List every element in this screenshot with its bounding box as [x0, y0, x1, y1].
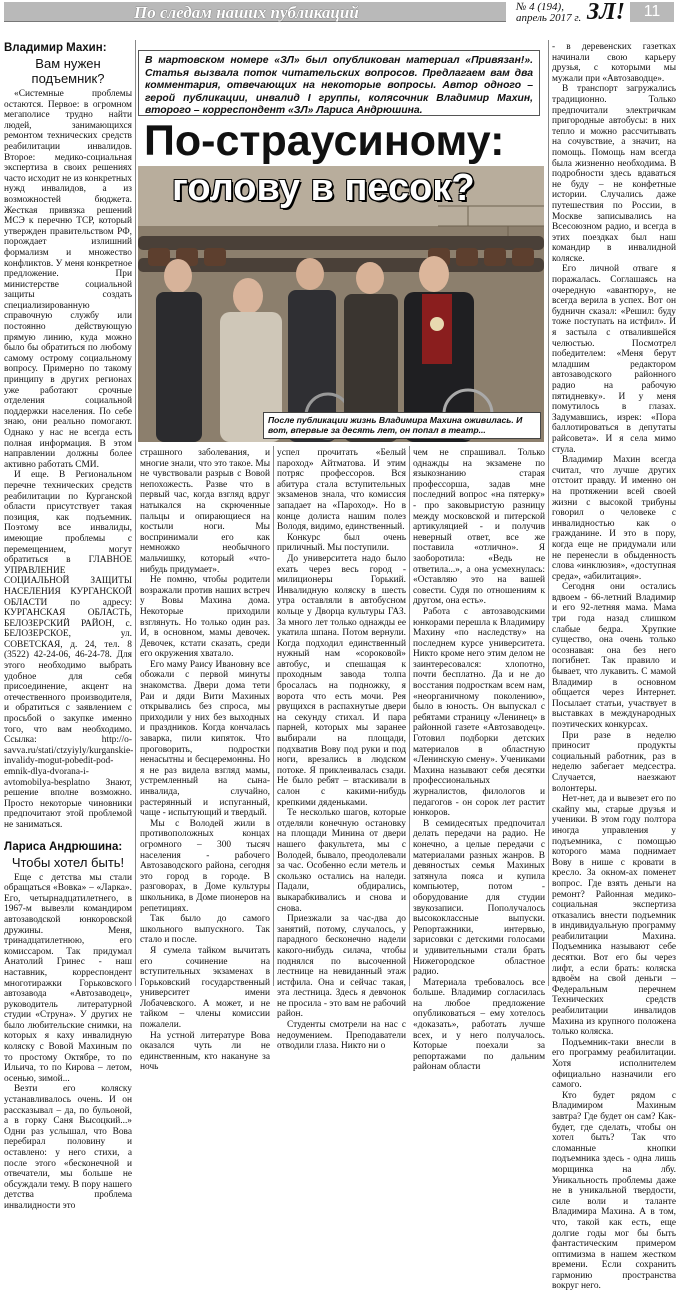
article-title: Вам нужен подъемник? — [31, 56, 105, 86]
paragraph: В транспорт загружались традиционно. Только предпочитали электричкам пригородные автобусы: в них тепло и можно рассчитывать на сочувствие, а значит, на помощь. Помощь нам всегда была жизненно необходима. В подробности здесь вдаваться не буду – не конфетные истории. Случались даже путешествия по России, в Москве записывались на Всесоюзном радио, и всегда в этих поездках был наш командир в инвалидной коляске. — [552, 84, 676, 264]
column-5 — [552, 42, 676, 1292]
column-1 — [4, 42, 134, 1211]
paragraph: Еще с детства мы стали обращаться «Вовка» – «Ларка». Его, четырнадцатилетнего, в 1967-м вывезли командиром автозаводской юнкоровской дружины. Меня, тринадцатилетнюю, его комиссаром. Так придумал Анатолий Гринес - наш наставник, корреспондент многотиражки Горьковского автозавода «Автозаводец», руководитель литературной студии «Струна». У других не было любительские снимки, на которых я каху инвалидную коляску с Вовой Махиным по то простому Октябре, то по Ильича, то по Кирова – летом, осенью, зимой... — [4, 872, 132, 1084]
paragraph: На устной литературе Вова оказался чуть ли не единственным, кто накануне за ночь — [140, 1030, 270, 1073]
paragraph: Владимир Махин всегда считал, что лучше других отстоит правду. И именно он на протяжении всей своей жизни с высокой трибуны говорил о человеке с инвалидностью как о гражданине. И это в пору, когда еще не придумали или не перенесли в обыденность слова «инклюзия», «доступная среда», «абилитация». — [552, 455, 676, 582]
paragraph: Работа с автозаводскими юнкорами перешла к Владимиру Махину «по наследству» на последнем курсе университета. Никто кроме него этим делом не заинтересовался: хлопотно, почти бесплатно. Да и не до восстания подросткам всем нам, «неорганичному поколению», было в юность. Он выпускал с ребятами страницу «Ленинец» в районной газете «Автозаводец». Готовил подборки детских материалов в областную «Ленинскую смену». Учениками Махина называют себя десятки профессиональных журналистов, филологов и педагогов - он сорок лет растит юнкоров. — [413, 606, 545, 819]
paragraph: «Системные проблемы остаются. Первое: в огромном мегаполисе трудно найти людей, занимающихся ремонтом технических средств реабилитации инвалидов. Второе: медико-социальная экспертиза в своих решениях часто исходит не из конкретных нужд инвалидов, а из возможностей бюджета. Жесткая привязка решений МСЭ к перечню ТСР, который утвержден правительством РФ, порождает излишний формализм и множество конфликтов. У меня конкретное предложение. При министерстве социальной защиты создать специализированную справочную службу или постоянно действующую прямую линию, куда можно было бы обратиться по любому самому острому социальному вопросу. Примерно по такому принципу в других регионах уже работают срочные отделения социальной поддержки населения. По себе знаю, они реально помогают. Однако у нас не всегда есть полная информация. В этом направлении должны более активно работать СМИ. — [4, 89, 132, 470]
paragraph: Материала требовалось все больше. Владимир согласилась на любое предложение опубликоваться – ему хотелось «доказать», работать лучше всех, и у него получалось. Которые поехали за репортажами по дальним районам области — [413, 977, 545, 1073]
paragraph: Его личной отваге я поражалась. Соглашаясь на очередную «авантюру», не всегда верила в успех. Вот он будничн сказал: «Решил: буду тоже поступать на истфил». И я застыла с отвалившейся челюстью. Посмотрел победителем: «Меня берут младшим редактором автозаводского районного радио на рабочую пятидневку». И у меня помутилось в глазах. Задумавшись, изрек: «Пора баллотироваться в депутаты райсовета». И я села мимо стула. — [552, 264, 676, 455]
paragraph: Не помню, чтобы родители возражали против наших встреч у Вовы Махина дома. Некоторые приходили взглянуть. Но только один раз. И, в основном, мамы девочек. Девочек, кстати сказать, среди его окружения хватало. — [140, 575, 270, 660]
article-title: Чтобы хотел быть! — [11, 854, 125, 870]
column-divider — [409, 446, 410, 986]
paragraph: И еще. В Региональном перечне технических средств реабилитации по Курганской области присутствует такая позиция, как подъемник. Поэтому все инвалиды, имеющие проблемы с перемещением, могут обратиться в ГЛАВНОЕ УПРАВЛЕНИЕ СОЦИАЛЬНОЙ ЗАЩИТЫ НАСЕЛЕНИЯ КУРГАНСКОЙ ОБЛАСТИ по адресу: КУРГАНСКАЯ ОБЛАСТЬ, БЕЛОЗЕРСКИЙ РАЙОН, с. БЕЛОЗЕРСКОЕ, ул. СОВЕТСКАЯ, д. 24, тел. 8 (3522) 42-24-06, 46-24-78. Для этого необходимо выбрать удобное для себя присоединение, акцент на отечественного производителя, и обратиться с заявлением с просьбой о закупке именно того, что вам необходимо. Ссылка: http://o-savva.ru/stati/ctzyiyly/kurganskie-invalidy-mogut-pobedit-pod-emnik-dlya-dvorana-i-avtomobilya-besplatno Знают, решение вполне возможно. Просто некоторые чиновники предпочитают этой проблемой не заниматься. — [4, 470, 134, 830]
paragraph: Его маму Раису Ивановну все обожали с первой минуты знакомства. Двери дома тети Раи и дяди Вити Махиных открывались без спроса, мы приходили у них без выходных и праздников. Когда кончалась заварка, пили кипяток. Что проговорить, подростки ненасытны и бесцеремонны. Но я не раз видела взгляд мамы, устремленный на сына-инвалида, случайно, растерянный и испуганный, чаще - испытующий и твердый. — [140, 659, 270, 819]
column-4 — [413, 448, 545, 1073]
paragraph: Студенты смотрели на нас с недоумением. Преподаватели отводили глаза. Никто ни о — [277, 1020, 406, 1052]
paragraph: Те несколько шагов, которые отделяли конечную остановку на площади Минина от двери нашего факультета, мы с Володей, бывало, преодолевали за час. Особенно если метель и скользко остались на наледи. Падали, обдирались, выкарабкивались и снова и снова. — [277, 808, 406, 914]
column-2 — [140, 448, 270, 1073]
paragraph: успел прочитать «Белый пароход» Айтматова. И этим потряс профессоров. Вся абитура стала вступительных экзаменов знала, что комиссия западает на «Пароход». Но в конце долиста нашим полез Володя, видимо, единственный. — [277, 448, 406, 533]
paragraph: - в деревенских газетках начинали свою карьеру друзья, с которыми мы мужали при «Автозаводце». — [552, 42, 676, 84]
column-divider — [548, 40, 549, 986]
author-name: Лариса Андрюшина: — [4, 840, 123, 853]
column-divider — [273, 446, 274, 986]
paragraph: Подъемник-таки внесли в его программу реабилитации. Хотя исполнителем официально назначили его самого. — [552, 1037, 676, 1091]
issue-info — [516, 2, 586, 24]
issue-date: апрель 2017 г. — [516, 12, 582, 24]
intro-box: В мартовском номере «ЗЛ» был опубликован материал «Привязан!». Статья вызвала поток читательских вопросов. Предлагаем вам два комментария, отвечающих на некоторые вопросы. Автор одного – герой публикации, инвалид I группы, колясочник Владимир Махин, второго – корреспондент «ЗЛ» Лариса Андрюшина. — [138, 50, 540, 116]
paragraph: Сегодня они остались вдвоем - 66-летний Владимир и его 92-летняя мама. Мама три года назад слишком слабые бедра. Хрупкие существо, она очень только осознавая: она без него погибнет. Так правило и бывает, что лукавить. С мамой Владимир в основном общается через Интернет. Посылает статьи, участвует в выставках в международных поэтических конкурсах. — [552, 582, 676, 730]
paragraph: чем не спрашивал. Только однажды на экзамене по языкознанию старая профессорша, задав мне последний вопрос «на пятерку» - про заковыристую разницу между московской и питерской артикуляцией - и получив неверный ответ, все же поставила «отлично». Я заоборотила: «Ведь не ответила...», а она усмехнулась: «Оставляю это на вашей совести. Судя по отношениям к другом, она есть». — [413, 448, 545, 607]
paragraph: В семидесятых предпочитал делать передачи на радио. Не конечно, а целые передачи с материалами разных жанров. В девяностых семья Махиных затянула пояса и купила компьютер, потом - оборудование для студии звукозаписи. Пополучалось высококлассные выпуски. Репортажники, интервью, зарисовки с детскими голосами и удивительными стали брать Нижегородское областное радио. — [413, 818, 545, 978]
paragraph: страшного заболевания, и многие знали, что это такое. Мы не чувствовали разрыв с Вовой непохожесть. Разве что в первый час, когда взгляд вдруг натыкался на скрюченные пальцы и опирающиеся на костыли ноги. Мы воспринимали его как немножко необычного мальчишку, который «что-нибудь придумает». — [140, 448, 270, 575]
paragraph: Кто будет рядом с Владимиром Махиным завтра? Где будет он сам? Как-будет, где сделать, чтобы он хотел быть? Так что сломанные кнопки подъемника здесь - одна лишь морщинка на лбу. Уникальность проблемы даже не в уникальной твердости, силе воли и таланте Владимира Махина. А в том, что, такой как есть, еще долгие годы мог бы быть фантастическим примером оптимизма в нашем жестком времени. Если сохранить гармонию пространства вокруг него. — [552, 1090, 676, 1292]
paragraph: Приезжали за час-два до занятий, потому, случалось, у парадного бесконечно надели какого-нибудь силача, чтобы поднялся по высоченной лестнице на невиданный этаж истфила. Она и сейчас такая, эта лестница. Здесь я девчонок не просила - это вам не рабочий район. — [277, 914, 406, 1020]
paragraph: Так было до самого школьного выпускного. Так стало и после. — [140, 914, 270, 946]
page-number: 11 — [630, 2, 674, 22]
column-divider — [135, 40, 136, 986]
paragraph: Везти его коляску устанавливалось очень. И он рассказывал – да, по бульоной, а в горку Саня Высоцкий...» Одни раз услышал, что Вова перебирал половину и оставлено: у него стихи, а после этого «бесконечной и отвечатели, мы больше не обсуждали тему. В пору нашего детства проблема инвалидности это — [4, 1084, 132, 1211]
paragraph: Я сумела тайком вычитать его сочинение на вступительных экзаменах в Горьковский государственный университет имени Лобачевского. А может, и не тайком – члены комиссии пожалели. — [140, 945, 270, 1031]
photo-caption: После публикации жизнь Владимира Махина оживилась. И вот, впервые за десять лет, он попал в театр... — [263, 412, 541, 439]
section-title: По следам наших публикаций — [134, 3, 359, 22]
headline-line-2: голову в песок? — [172, 167, 475, 209]
paragraph: До университета надо было ехать через весь город - милиционеры Горький. Инвалидную коляску в шесть утра оставляли в автобусном кольце у Дворца культуры ГАЗ. За много лет только однажды ее укатила шпана. Потом вернули. Когда подходил единственный нужный нам «сороковой» автобус, и спешащая к проходным завода толпа бросалась на подножку, я ворота что есть мочи. Рея рвущихся в распахнутые двери на секунду стихал. И пара парней, которых мы заранее выбирали на площади, подхватив Вову под руки и под ноги, врезались в людском потоке. Я приклеивалась сзади. Не было ребят – втаскивали в салон с какими-нибудь крепкими дяденьками. — [277, 553, 406, 808]
paragraph: Конкурс был очень приличный. Мы поступили. — [277, 532, 406, 554]
issue-number: № 4 (194), — [516, 1, 564, 13]
paragraph: Мы с Володей жили в противоположных концах огромного – 300 тысяч населения - рабочего Автозаводского района, сегодня это город в городе. В разговорах, в Доме культуры школьника, в Доме пионеров на репетициях. — [140, 818, 270, 914]
newspaper-logo: ЗЛ! — [587, 0, 626, 25]
page-header — [4, 2, 676, 24]
paragraph: При разе в неделю приносит продукты социальный работник, раз в неделю забегает медсестра. Случается, наезжают волонтеры. — [552, 730, 676, 794]
column-3 — [277, 448, 406, 1052]
author-name: Владимир Махин: — [4, 42, 107, 54]
headline-line-1: По-страусиному: — [144, 117, 505, 165]
paragraph: Нет-нет, да и вывезет его по скайпу мы, старые друзья и ученики. В этом году полтора иногда управления у подъемника, с помощью которого мама поднимает Вову в нише с кровати в кресло. За окном-ах поменет вопрос. Где взять деньги на ремонт? Районная медико-социальная экспертиза отказались внести подъемник в индивидуальную программу реабилитации Махина. Подъемника называют себе десятки. Вот его бы через лифт, а если брать: коляска вдвоём на свой деньги – Федеральным перечнем Технических средств реабилитации инвалидов Махина из крупного положена только коляска. — [552, 794, 676, 1038]
